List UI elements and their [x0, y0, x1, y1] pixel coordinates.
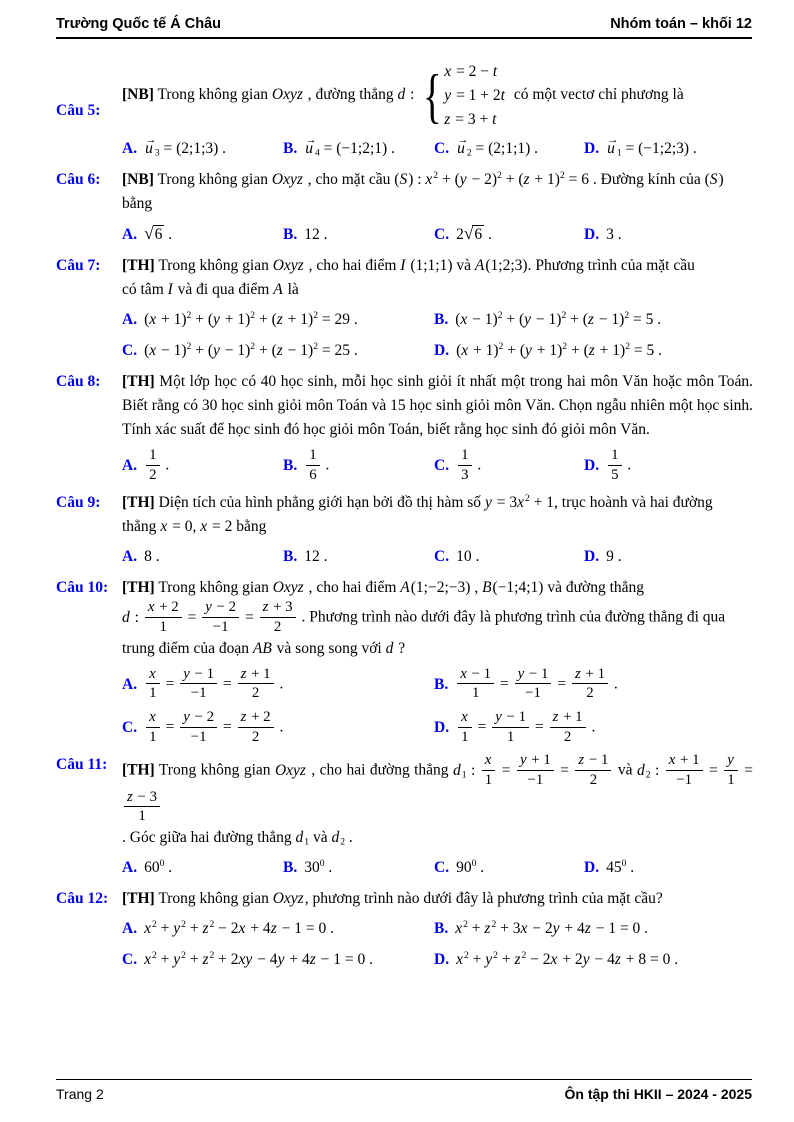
option-letter: B.	[283, 858, 298, 876]
question-text: [TH] Trong không gian Oxyz , cho hai đường thẳng $d_1$ : $\frac{x}{1}$ = $\frac{y + 1}{-1}$ = $\frac{z - 1}{2}$ và $d_2$ : $\frac{x + 1}{-1}$ = $\frac{y}{1}$ = $\frac{z - 3}{1}$ . Góc giữa hai đường thẳng $d_1$ và $d_2$ .	[122, 752, 753, 848]
fraction: $\frac{y}{1}$	[724, 752, 738, 788]
option-value: → u $_2$ = (2;1;1) .	[456, 137, 538, 161]
footer-document-title: Ôn tập thi HKII – 2024 - 2025	[564, 1086, 752, 1102]
question	[56, 753, 753, 880]
option-letter: D.	[434, 950, 450, 968]
question-number: Câu 8:	[56, 373, 101, 390]
question-number: Câu 7:	[56, 257, 101, 274]
question-body	[122, 60, 753, 161]
option	[434, 219, 584, 247]
math-expression: A	[273, 281, 283, 298]
fraction: $\frac{z + 2}{2}$	[238, 709, 274, 745]
math-expression: I	[167, 281, 173, 298]
option-value: $(x - 1)^2 + (y - 1)^2 + (z - 1)^2 = 5$ .	[455, 309, 662, 328]
question-body	[122, 370, 753, 484]
options-row	[122, 853, 753, 880]
option-letter: A.	[122, 140, 138, 157]
question-text: [TH] Một lớp học có 40 học sinh, mỗi học sinh giỏi ít nhất một trong hai môn Văn hoặc môn Toán. Biết rằng có 30 học sinh giỏi môn Toán và 15 học sinh giỏi môn Văn. Chọn ngẫu nhiên một học sinh. Tính xác suất để học sinh đó học giỏi môn Toán, biết rằng học sinh đó giỏi môn Văn.	[122, 373, 753, 438]
math-expression: d	[385, 639, 394, 657]
option	[122, 853, 283, 880]
option-value: → u $_3$ = (2;1;3) .	[144, 137, 226, 161]
option-letter: A.	[122, 457, 138, 475]
question-text: [TH] Trong không gian Oxyz, phương trình nào dưới đây là phương trình của mặt cầu?	[122, 889, 663, 907]
option-value: $90^0$ .	[456, 857, 485, 876]
math-expression: (S) : $x^2 + (y - 2)^2 + (z + 1)^2 = 6$	[394, 169, 589, 188]
page-header	[56, 16, 752, 39]
fraction: $\frac{y - 2}{-1}$	[180, 709, 217, 745]
option-letter: B.	[434, 675, 449, 693]
option-letter: A.	[122, 858, 138, 876]
fraction: $\frac{x}{1}$	[146, 666, 160, 702]
question-text: [TH] Trong không gian Oxyz , cho hai điểm A(1;−2;−3) , B(−1;4;1) và đường thẳng d : $\frac{x + 2}{1}$ = $\frac{y - 2}{-1}$ = $\frac{z + 3}{2}$ . Phương trình nào dưới đây là phương trình của đường thẳng đi qua trung điểm của đoạn AB và song song với d ?	[122, 579, 726, 657]
fraction: $\frac{1}{6}$	[306, 447, 319, 483]
option-letter: A.	[122, 919, 138, 937]
question-text: [NB] Trong không gian Oxyz , đường thẳng d : { x = 2 − t y = 1 + 2t z = 3 + t có một vectơ chỉ phương là	[122, 60, 753, 131]
question-number: Câu 9:	[56, 494, 101, 512]
option	[434, 134, 584, 161]
question-number: Câu 6:	[56, 171, 101, 188]
option-letter: B.	[283, 457, 298, 475]
option-value: $(x + 1)^2 + (y + 1)^2 + (z + 1)^2 = 5$ .	[456, 340, 662, 359]
question-level-tag: [TH]	[122, 257, 155, 274]
math-expression: Oxyz	[272, 579, 304, 597]
question-text: [NB] Trong không gian Oxyz , cho mặt cầu (S) : $x^2 + (y - 2)^2 + (z + 1)^2 = 6$ . Đường kính của (S) bằng	[122, 169, 724, 212]
option	[434, 707, 753, 746]
question	[56, 168, 753, 247]
question-number: Câu 12:	[56, 889, 109, 907]
vector-symbol: → u	[305, 137, 314, 161]
square-root: √6	[463, 224, 483, 243]
option-value: $45^0$ .	[606, 857, 635, 876]
option	[434, 853, 584, 880]
fraction: $\frac{z + 1}{2}$	[572, 666, 608, 702]
question-body	[122, 576, 753, 746]
question-text: [TH] Diện tích của hình phẳng giới hạn bởi đồ thị hàm số $y = 3x^2 + 1$, trục hoành và hai đường thẳng x = 0, x = 2 bằng	[122, 493, 713, 536]
vector-symbol: → u	[145, 137, 154, 161]
options-row	[122, 914, 753, 972]
option-value: √6 .	[144, 224, 173, 243]
option-value: 9 .	[606, 548, 622, 566]
option-letter: A.	[122, 311, 138, 328]
option-letter: D.	[434, 719, 450, 737]
question	[56, 370, 753, 484]
question-level-tag: [TH]	[122, 761, 155, 779]
option-letter: D.	[584, 225, 600, 243]
option-letter: C.	[122, 950, 138, 968]
option	[122, 542, 283, 569]
option-value: $(x + 1)^2 + (y + 1)^2 + (z + 1)^2 = 29$ .	[144, 309, 358, 328]
option	[434, 914, 753, 941]
option	[122, 707, 434, 746]
option-value: $x^2 + y^2 + z^2 - 2x + 2y - 4z + 8 = 0$ .	[456, 949, 679, 968]
option-letter: D.	[584, 548, 600, 566]
question-number: Câu 5:	[56, 101, 101, 119]
option-letter: C.	[434, 548, 450, 566]
option-letter: C.	[434, 225, 450, 243]
option	[434, 336, 753, 363]
question-body	[122, 168, 753, 247]
option	[434, 542, 584, 569]
option	[283, 134, 434, 161]
option-value: $30^0$ .	[304, 857, 333, 876]
option	[122, 945, 434, 972]
option-value: $\frac{1}{6}$ .	[304, 448, 329, 484]
options-row	[122, 664, 753, 747]
option	[122, 336, 434, 363]
option-value: $x^2 + z^2 + 3x - 2y + 4z - 1 = 0$ .	[455, 918, 649, 937]
math-expression: I (1;1;1)	[400, 257, 453, 274]
option	[283, 853, 434, 880]
fraction: $\frac{1}{2}$	[146, 447, 159, 483]
math-expression: d : $\frac{x + 2}{1}$ = $\frac{y - 2}{-1}$ = $\frac{z + 3}{2}$	[122, 609, 298, 626]
math-expression: $d_1$	[295, 828, 310, 848]
fraction: $\frac{y + 1}{-1}$	[517, 752, 554, 788]
math-expression: Oxyz	[272, 257, 304, 274]
option-letter: D.	[434, 342, 450, 359]
question-body	[122, 491, 753, 569]
option	[434, 305, 753, 332]
math-expression: AB	[252, 639, 272, 657]
footer-page-number: Trang 2	[56, 1086, 104, 1102]
option-value: 2√6 .	[456, 224, 492, 243]
question-body	[122, 887, 753, 972]
option	[122, 445, 283, 484]
question-level-tag: [NB]	[122, 171, 154, 188]
math-expression: $y = 3x^2 + 1$	[484, 493, 555, 512]
question-level-tag: [TH]	[122, 889, 155, 907]
option	[283, 220, 434, 247]
math-expression: Oxyz	[272, 889, 304, 907]
option	[122, 305, 434, 332]
option-value: $\frac{x}{1}$ = $\frac{y - 2}{-1}$ = $\frac{z + 2}{2}$ .	[144, 710, 283, 746]
fraction: $\frac{z - 1}{2}$	[575, 752, 611, 788]
square-root: √6	[144, 224, 163, 243]
option-value: $\frac{x}{1}$ = $\frac{y - 1}{-1}$ = $\frac{z + 1}{2}$ .	[144, 667, 283, 703]
questions-container	[56, 60, 753, 979]
option-letter: B.	[283, 548, 298, 566]
fraction: $\frac{x}{1}$	[458, 709, 472, 745]
option-value: $\frac{1}{3}$ .	[456, 448, 481, 484]
option-value: 3 .	[606, 225, 622, 243]
option-letter: B.	[283, 140, 298, 157]
equation-line: z = 3 + t	[444, 111, 497, 128]
option-letter: A.	[122, 548, 138, 566]
option-letter: C.	[122, 719, 138, 737]
option-letter: C.	[434, 140, 450, 157]
question-level-tag: [NB]	[122, 86, 154, 104]
question-number: Câu 10:	[56, 579, 109, 597]
options-row	[122, 542, 753, 569]
math-expression: d :	[397, 86, 415, 104]
fraction: $\frac{1}{5}$	[608, 447, 621, 483]
option-value: $(x - 1)^2 + (y - 1)^2 + (z - 1)^2 = 25$ .	[144, 340, 358, 359]
question-text: [TH] Trong không gian Oxyz , cho hai điểm I (1;1;1) và A(1;2;3). Phương trình của mặt cầu có tâm I và đi qua điểm A là	[122, 257, 695, 298]
option	[434, 445, 584, 484]
option	[122, 914, 434, 941]
math-expression: $d_2$ : $\frac{x + 1}{-1}$ = $\frac{y}{1}$ = $\frac{z - 3}{1}$	[122, 762, 753, 815]
fraction: $\frac{z + 3}{2}$	[260, 599, 296, 635]
option	[584, 853, 753, 880]
fraction: $\frac{x + 1}{-1}$	[666, 752, 703, 788]
option-value: 12 .	[304, 225, 328, 243]
question-body	[122, 753, 753, 880]
math-expression: B(−1;4;1)	[482, 579, 544, 597]
option-value: $x^2 + y^2 + z^2 - 2x + 4z - 1 = 0$ .	[144, 918, 334, 937]
equation-system	[418, 60, 506, 131]
options-row	[122, 445, 753, 484]
option-value: → u $_4$ = (−1;2;1) .	[304, 137, 395, 161]
option	[283, 542, 434, 569]
option-letter: C.	[434, 858, 450, 876]
header-group-name: Nhóm toán – khối 12	[610, 16, 752, 32]
option-letter: A.	[122, 675, 138, 693]
question-level-tag: [TH]	[122, 373, 155, 390]
option-value: → u $_1$ = (−1;2;3) .	[606, 137, 697, 161]
math-expression: A(1;−2;−3)	[400, 579, 471, 597]
fraction: $\frac{x - 1}{1}$	[457, 666, 494, 702]
option-letter: C.	[122, 342, 138, 359]
math-expression: Oxyz	[271, 171, 303, 188]
fraction: $\frac{x}{1}$	[146, 709, 160, 745]
option-letter: D.	[584, 858, 600, 876]
option-value: $\frac{1}{2}$ .	[144, 448, 169, 484]
equation-line: x = 2 − t	[444, 63, 498, 80]
option-value: $\frac{x}{1}$ = $\frac{y - 1}{1}$ = $\frac{z + 1}{2}$ .	[456, 710, 595, 746]
option	[584, 220, 753, 247]
option-value: $60^0$ .	[144, 857, 173, 876]
vector-symbol: → u	[457, 137, 466, 161]
option-letter: D.	[584, 140, 600, 157]
header-school-name: Trường Quốc tế Á Châu	[56, 16, 222, 32]
option-value: 12 .	[304, 548, 328, 566]
option-value: $x^2 + y^2 + z^2 + 2xy - 4y + 4z - 1 = 0$ .	[144, 949, 373, 968]
option	[434, 664, 753, 703]
page-footer	[56, 1079, 752, 1102]
question-body	[122, 254, 753, 363]
option-value: 10 .	[456, 548, 480, 566]
option	[122, 134, 283, 161]
question	[56, 491, 753, 569]
question-number: Câu 11:	[56, 756, 108, 774]
question	[56, 254, 753, 363]
option-value: $\frac{x - 1}{1}$ = $\frac{y - 1}{-1}$ = $\frac{z + 1}{2}$ .	[455, 667, 618, 703]
option	[434, 945, 753, 972]
option	[584, 134, 753, 161]
options-row	[122, 305, 753, 363]
fraction: $\frac{y - 1}{-1}$	[515, 666, 552, 702]
math-expression: $d_2$	[331, 828, 345, 848]
option-value: $\frac{1}{5}$ .	[606, 448, 631, 484]
fraction: $\frac{x}{1}$	[482, 752, 496, 788]
option-letter: B.	[283, 225, 298, 243]
fraction: $\frac{y - 1}{-1}$	[180, 666, 217, 702]
equation-line: y = 1 + 2t	[444, 87, 505, 104]
question-level-tag: [TH]	[122, 494, 155, 512]
math-expression: (S)	[704, 171, 724, 188]
question	[56, 60, 753, 161]
vector-symbol: → u	[607, 137, 616, 161]
math-expression: $d_1$ : $\frac{x}{1}$ = $\frac{y + 1}{-1}$ = $\frac{z - 1}{2}$	[453, 762, 613, 779]
option-letter: A.	[122, 225, 138, 243]
math-expression: A(1;2;3)	[474, 257, 528, 274]
option	[584, 445, 753, 484]
math-expression: Oxyz	[271, 86, 303, 104]
fraction: $\frac{z + 1}{2}$	[550, 709, 586, 745]
math-expression: Oxyz	[274, 761, 306, 779]
question-level-tag: [TH]	[122, 579, 155, 597]
fraction: $\frac{x + 2}{1}$	[145, 599, 182, 635]
brace-symbol: {	[423, 62, 443, 129]
fraction: $\frac{z - 3}{1}$	[124, 789, 160, 825]
question	[56, 887, 753, 972]
fraction: $\frac{1}{3}$	[458, 447, 471, 483]
options-row	[122, 219, 753, 247]
option-letter: B.	[434, 311, 449, 328]
option-value: 8 .	[144, 548, 160, 566]
option	[283, 445, 434, 484]
fraction: $\frac{y - 2}{-1}$	[202, 599, 239, 635]
option	[122, 219, 283, 247]
fraction: $\frac{y - 1}{1}$	[492, 709, 529, 745]
fraction: $\frac{z + 1}{2}$	[238, 666, 274, 702]
option	[122, 664, 434, 703]
options-row	[122, 134, 753, 161]
option-letter: B.	[434, 919, 449, 937]
math-expression: x = 0, x = 2	[160, 518, 233, 536]
option-letter: D.	[584, 457, 600, 475]
question	[56, 576, 753, 746]
option-letter: C.	[434, 457, 450, 475]
option	[584, 542, 753, 569]
